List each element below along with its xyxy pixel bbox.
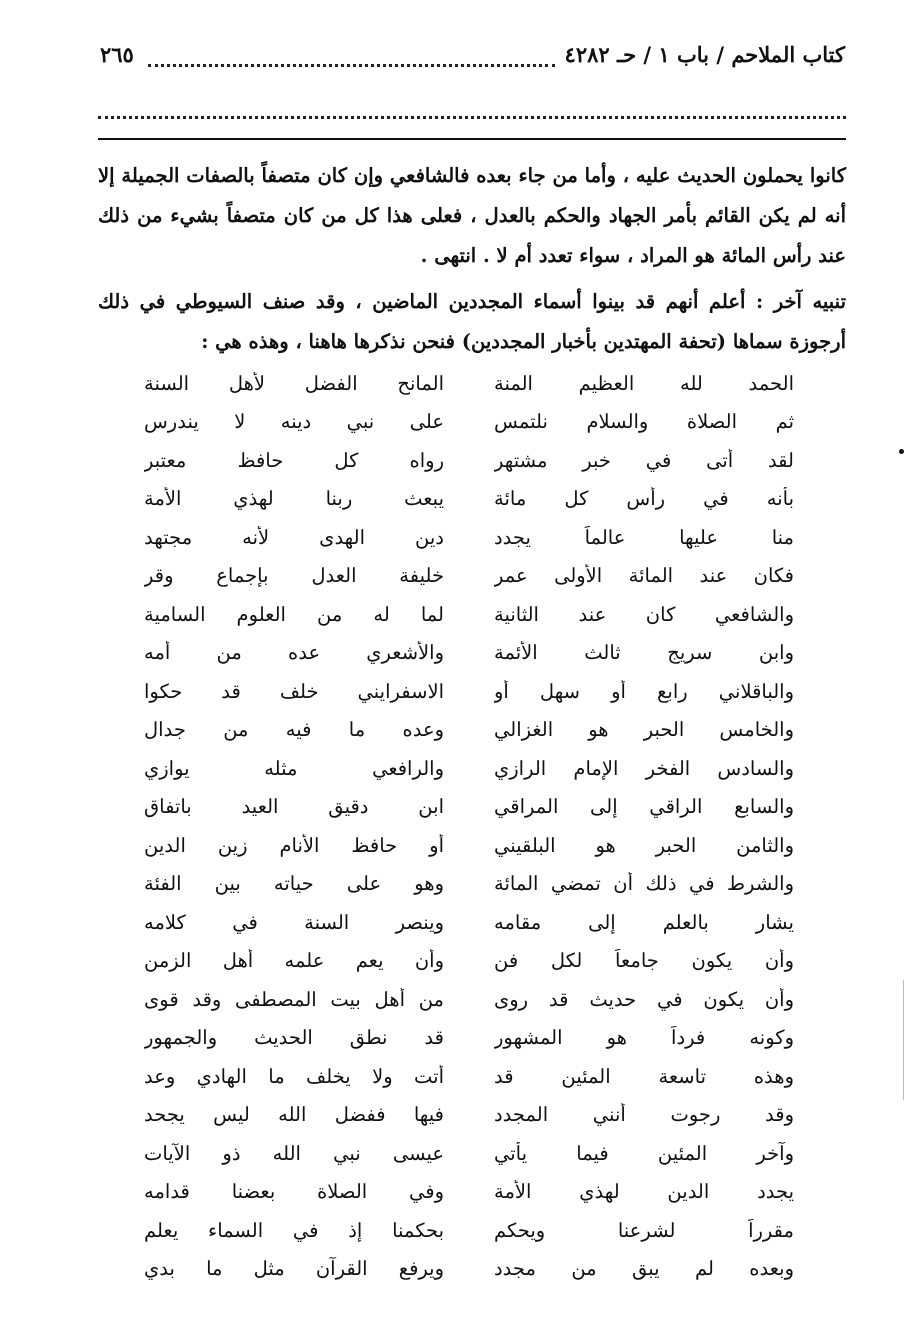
verse-first-hemistich: والخامس الحبر هو الغزالي: [494, 718, 794, 742]
scan-edge: [903, 980, 904, 1100]
verse-second-hemistich: من أهل بيت المصطفى وقد قوى: [144, 987, 444, 1011]
verse-line: [98, 749, 846, 788]
paragraph: كانوا يحملون الحديث عليه ، وأما من جاء بعده فالشافعي وإن كان متصفاً بالصفات الجميلة إلا أنه لم يكن القائم بأمر الجهاد والحكم بالعدل ، فعلى هذا كل من كان متصفاً بشيء من ذلك عند رأس المائة هو المراد ، سواء تعدد أم لا . انتهى .: [98, 164, 846, 267]
verse-line: [98, 595, 846, 634]
verse-line: [98, 1057, 846, 1096]
verse-first-hemistich: والسادس الفخر الإمام الرازي: [494, 756, 794, 780]
verse-second-hemistich: عيسى نبي الله ذو الآيات: [144, 1141, 444, 1165]
verse-line: [98, 672, 846, 711]
verse-first-hemistich: والسابع الراقي إلى المراقي: [494, 795, 794, 819]
paragraph-text: تنبيه آخر : أعلم أنهم قد بينوا أسماء المجددين الماضين ، وقد صنف السيوطي في ذلك أرجوزة سماها: [98, 290, 846, 353]
verse-line: [98, 903, 846, 942]
verse-line: [98, 480, 846, 519]
running-title: كتاب الملاحم / باب ١ / حـ ٤٢٨٢: [564, 42, 845, 67]
header-dot-leader: [148, 64, 555, 67]
verse-second-hemistich: يبعث ربنا لهذي الأمة: [144, 487, 444, 511]
verse-first-hemistich: لقد أتى في خبر مشتهر: [494, 448, 794, 472]
verse-first-hemistich: والثامن الحبر هو البلقيني: [494, 833, 794, 857]
verse-line: [98, 364, 846, 403]
verse-first-hemistich: وقد رجوت أنني المجدد: [494, 1103, 794, 1127]
verse-first-hemistich: وآخر المئين فيما يأتي: [494, 1141, 794, 1165]
verse-line: [98, 1134, 846, 1173]
verse-second-hemistich: رواه كل حافظ معتبر: [144, 448, 444, 472]
verse-line: [98, 634, 846, 673]
poem: [98, 364, 846, 1288]
paragraph-text: فنحن نذكرها هاهنا ، وهذه هي :: [201, 330, 462, 353]
verse-first-hemistich: وكونه فرداً هو المشهور: [494, 1026, 794, 1050]
verse-second-hemistich: وعده ما فيه من جدال: [144, 718, 444, 742]
verse-first-hemistich: الحمد لله العظيم المنة: [494, 371, 794, 395]
verse-second-hemistich: وهو على حياته بين الفئة: [144, 872, 444, 896]
prose-block: [98, 156, 846, 362]
verse-second-hemistich: أتت ولا يخلف ما الهادي وعد: [144, 1064, 444, 1088]
verse-line: [98, 711, 846, 750]
verse-second-hemistich: بحكمنا إذ في السماء يعلم: [144, 1218, 444, 1242]
verse-second-hemistich: والأشعري عده من أمه: [144, 641, 444, 665]
verse-line: [98, 1096, 846, 1135]
verse-first-hemistich: والشرط في ذلك أن تمضي المائة: [494, 872, 794, 896]
verse-line: [98, 942, 846, 981]
verse-second-hemistich: ويرفع القرآن مثل ما بدي: [144, 1257, 444, 1281]
verse-first-hemistich: بأنه في رأس كل مائة: [494, 487, 794, 511]
verse-first-hemistich: وبعده لم يبق من مجدد: [494, 1257, 794, 1281]
verse-second-hemistich: وفي الصلاة بعضنا قدامه: [144, 1180, 444, 1204]
verse-second-hemistich: خليفة العدل بإجماع وقر: [144, 564, 444, 588]
book-title: (تحفة المهتدين بأخبار المجددين): [461, 330, 727, 353]
solid-separator: [98, 138, 846, 140]
verse-line: [98, 441, 846, 480]
verse-first-hemistich: ثم الصلاة والسلام نلتمس: [494, 410, 794, 434]
page-number: ٢٦٥: [100, 42, 134, 67]
verse-first-hemistich: وهذه تاسعة المئين قد: [494, 1064, 794, 1088]
verse-second-hemistich: قد نطق الحديث والجمهور: [144, 1026, 444, 1050]
verse-first-hemistich: يشار بالعلم إلى مقامه: [494, 910, 794, 934]
verse-second-hemistich: الاسفرايني خلف قد حكوا: [144, 679, 444, 703]
verse-first-hemistich: مقرراً لشرعنا ويحكم: [494, 1218, 794, 1242]
verse-line: [98, 1173, 846, 1212]
verse-second-hemistich: والرافعي مثله يوازي: [144, 756, 444, 780]
verse-first-hemistich: فكان عند المائة الأولى عمر: [494, 564, 794, 588]
verse-second-hemistich: وينصر السنة في كلامه: [144, 910, 444, 934]
verse-line: [98, 518, 846, 557]
verse-first-hemistich: يجدد الدين لهذي الأمة: [494, 1180, 794, 1204]
dotted-separator: [98, 116, 846, 119]
verse-first-hemistich: وأن يكون في حديث قد روى: [494, 987, 794, 1011]
verse-second-hemistich: وأن يعم علمه أهل الزمن: [144, 949, 444, 973]
verse-first-hemistich: والشافعي كان عند الثانية: [494, 602, 794, 626]
verse-line: [98, 403, 846, 442]
verse-line: [98, 1211, 846, 1250]
verse-line: [98, 557, 846, 596]
verse-second-hemistich: لما له من العلوم السامية: [144, 602, 444, 626]
verse-first-hemistich: منا عليها عالماً يجدد: [494, 525, 794, 549]
verse-first-hemistich: وأن يكون جامعاً لكل فن: [494, 949, 794, 973]
verse-second-hemistich: أو حافظ الأنام زين الدين: [144, 833, 444, 857]
verse-second-hemistich: على نبي دينه لا يندرس: [144, 410, 444, 434]
verse-second-hemistich: دين الهدى لأنه مجتهد: [144, 525, 444, 549]
verse-line: [98, 1250, 846, 1289]
verse-line: [98, 826, 846, 865]
paragraph-note: [98, 282, 846, 362]
verse-line: [98, 1019, 846, 1058]
verse-first-hemistich: وابن سريج ثالث الأئمة: [494, 641, 794, 665]
verse-line: [98, 865, 846, 904]
verse-line: [98, 788, 846, 827]
verse-second-hemistich: فيها ففضل الله ليس يجحد: [144, 1103, 444, 1127]
verse-line: [98, 980, 846, 1019]
verse-second-hemistich: المانح الفضل لأهل السنة: [144, 371, 444, 395]
verse-first-hemistich: والباقلاني رابع أو سهل أو: [494, 679, 794, 703]
margin-mark: [899, 449, 904, 454]
verse-second-hemistich: ابن دقيق العيد باتفاق: [144, 795, 444, 819]
page-header: [100, 42, 845, 78]
